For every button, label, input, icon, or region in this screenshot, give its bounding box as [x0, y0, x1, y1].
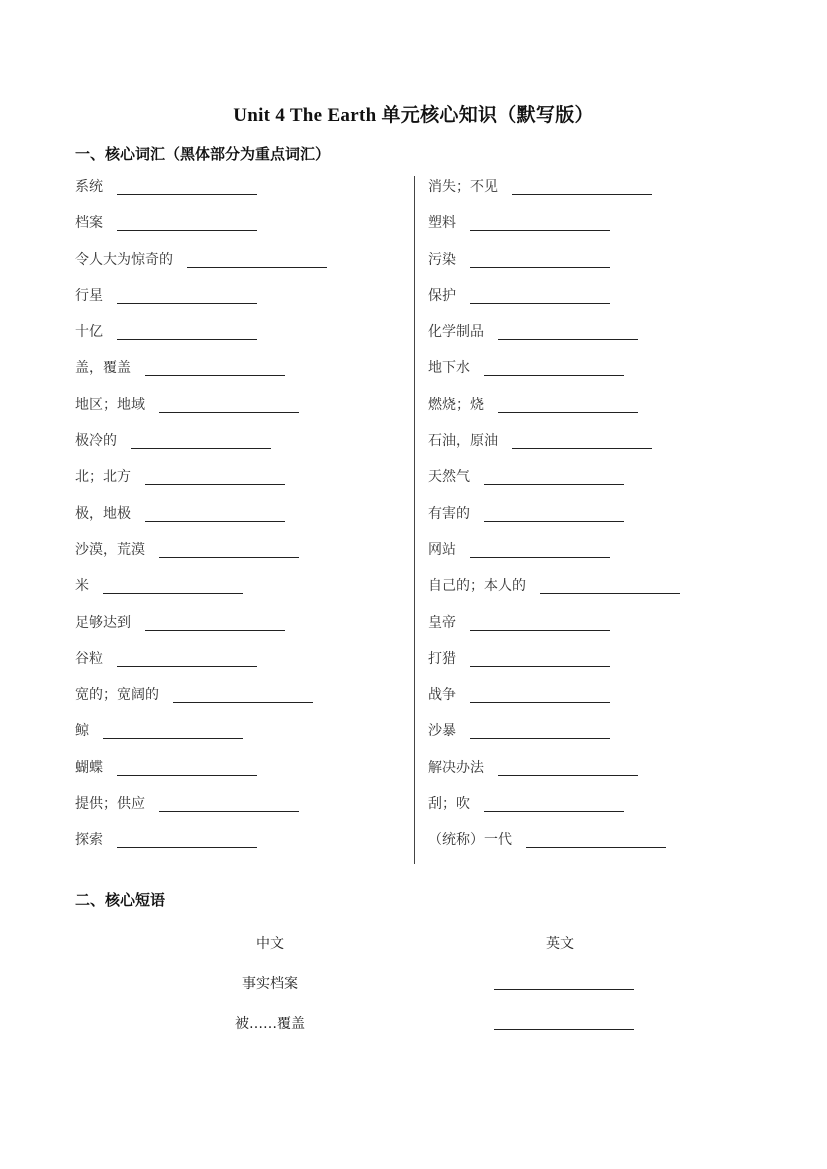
- phrase-header-row: [0, 931, 827, 971]
- vocab-label: 系统: [75, 179, 103, 195]
- answer-blank[interactable]: [484, 505, 624, 522]
- answer-blank[interactable]: [159, 795, 299, 812]
- answer-blank[interactable]: [117, 287, 257, 304]
- vocab-label: 北；北方: [75, 469, 131, 486]
- vocab-label: 蝴蝶: [75, 759, 103, 776]
- answer-blank[interactable]: [145, 505, 285, 522]
- vocab-row: [428, 468, 758, 504]
- phrase-chinese: 被……覆盖: [235, 1016, 305, 1032]
- vocab-row: [75, 577, 405, 613]
- vocab-row: [428, 505, 758, 541]
- vocab-row: [75, 214, 405, 250]
- vocab-row: [428, 650, 758, 686]
- answer-blank[interactable]: [187, 251, 327, 268]
- answer-blank[interactable]: [498, 396, 638, 413]
- vocab-label: 燃烧；烧: [428, 396, 484, 413]
- answer-blank[interactable]: [145, 468, 285, 485]
- answer-blank[interactable]: [484, 468, 624, 485]
- vocab-label: 鲸: [75, 723, 89, 740]
- vocab-label: 有害的: [428, 505, 470, 522]
- vocab-label: 令人大为惊奇的: [75, 251, 173, 268]
- vocab-label: 极，地极: [75, 505, 131, 522]
- vocab-label: 解决办法: [428, 759, 484, 776]
- answer-blank[interactable]: [470, 287, 610, 304]
- vocab-label: 沙暴: [428, 723, 456, 740]
- vocab-row: [428, 541, 758, 577]
- vocab-label: 宽的；宽阔的: [75, 687, 159, 704]
- page-title: Unit 4 The Earth 单元核心知识（默写版）: [233, 105, 594, 126]
- phrase-row: [0, 1011, 827, 1051]
- column-divider: [414, 176, 415, 864]
- vocab-row: [75, 650, 405, 686]
- vocab-label: 地区；地域: [75, 396, 145, 413]
- answer-blank[interactable]: [470, 541, 610, 558]
- vocab-row: [428, 614, 758, 650]
- answer-blank[interactable]: [540, 577, 680, 594]
- vocab-label: 天然气: [428, 469, 470, 486]
- vocab-row: [428, 432, 758, 468]
- answer-blank[interactable]: [131, 432, 271, 449]
- vocab-row: [428, 759, 758, 795]
- vocab-row: [428, 359, 758, 395]
- vocab-row: [75, 759, 405, 795]
- answer-blank[interactable]: [117, 650, 257, 667]
- vocab-row: [428, 577, 758, 613]
- vocab-row: [75, 178, 405, 214]
- phrase-table: [0, 931, 827, 1051]
- vocab-row: [75, 831, 405, 867]
- vocab-label: 战争: [428, 687, 456, 704]
- answer-blank[interactable]: [470, 614, 610, 631]
- vocab-label: 地下水: [428, 360, 470, 377]
- vocab-label: 保护: [428, 287, 456, 304]
- answer-blank[interactable]: [498, 759, 638, 776]
- vocab-row: [75, 396, 405, 432]
- answer-blank[interactable]: [117, 178, 257, 195]
- vocab-row: [428, 214, 758, 250]
- answer-blank[interactable]: [512, 178, 652, 195]
- vocab-row: [75, 795, 405, 831]
- vocab-row: [75, 287, 405, 323]
- answer-blank[interactable]: [484, 795, 624, 812]
- vocab-column-right: [428, 178, 758, 868]
- vocab-column-left: [75, 178, 405, 868]
- vocab-label: 皇帝: [428, 614, 456, 631]
- answer-blank[interactable]: [470, 251, 610, 268]
- vocab-row: [75, 323, 405, 359]
- answer-blank[interactable]: [494, 989, 634, 990]
- answer-blank[interactable]: [103, 577, 243, 594]
- vocab-row: [75, 541, 405, 577]
- vocab-label: 刮；吹: [428, 796, 470, 813]
- column-header-english: 英文: [546, 936, 574, 952]
- answer-blank[interactable]: [117, 323, 257, 340]
- vocab-row: [428, 396, 758, 432]
- vocab-row: [428, 178, 758, 214]
- vocab-label: 行星: [75, 287, 103, 304]
- answer-blank[interactable]: [470, 214, 610, 231]
- answer-blank[interactable]: [173, 686, 313, 703]
- phrase-chinese: 事实档案: [242, 976, 298, 992]
- answer-blank[interactable]: [117, 759, 257, 776]
- vocab-row: [75, 359, 405, 395]
- vocab-label: 极冷的: [75, 433, 117, 450]
- vocab-row: [428, 831, 758, 867]
- answer-blank[interactable]: [470, 722, 610, 739]
- answer-blank[interactable]: [145, 359, 285, 376]
- vocab-label: 化学制品: [428, 324, 484, 341]
- section-heading-phrases: 二、核心短语: [75, 891, 166, 909]
- section-heading-vocabulary: 一、核心词汇（黑体部分为重点词汇）: [75, 145, 331, 163]
- vocab-label: （统称）一代: [428, 832, 512, 849]
- vocab-label: 提供；供应: [75, 796, 145, 813]
- vocab-label: 米: [75, 578, 89, 595]
- vocab-label: 塑料: [428, 215, 456, 232]
- vocab-label: 盖，覆盖: [75, 360, 131, 377]
- vocab-label: 网站: [428, 541, 456, 558]
- vocab-row: [75, 686, 405, 722]
- vocab-label: 谷粒: [75, 650, 103, 667]
- vocab-label: 污染: [428, 251, 456, 268]
- vocab-row: [75, 468, 405, 504]
- vocab-row: [428, 686, 758, 722]
- answer-blank[interactable]: [470, 686, 610, 703]
- vocab-label: 消失；不见: [428, 179, 498, 195]
- vocab-row: [428, 251, 758, 287]
- phrase-row: [0, 971, 827, 1011]
- vocab-label: 探索: [75, 832, 103, 849]
- column-header-chinese: 中文: [256, 936, 284, 952]
- vocab-row: [75, 432, 405, 468]
- vocab-label: 档案: [75, 215, 103, 232]
- vocab-label: 足够达到: [75, 614, 131, 631]
- vocab-row: [428, 287, 758, 323]
- answer-blank[interactable]: [494, 1029, 634, 1030]
- vocab-row: [428, 323, 758, 359]
- vocab-row: [428, 722, 758, 758]
- answer-blank[interactable]: [117, 831, 257, 848]
- answer-blank[interactable]: [470, 650, 610, 667]
- answer-blank[interactable]: [526, 831, 666, 848]
- vocab-label: 十亿: [75, 324, 103, 341]
- vocab-row: [75, 722, 405, 758]
- vocab-row: [75, 251, 405, 287]
- vocab-label: 沙漠，荒漠: [75, 541, 145, 558]
- answer-blank[interactable]: [103, 722, 243, 739]
- answer-blank[interactable]: [498, 323, 638, 340]
- vocab-label: 打猎: [428, 650, 456, 667]
- answer-blank[interactable]: [484, 359, 624, 376]
- vocab-row: [75, 614, 405, 650]
- answer-blank[interactable]: [145, 614, 285, 631]
- vocab-label: 自己的；本人的: [428, 578, 526, 595]
- answer-blank[interactable]: [117, 214, 257, 231]
- answer-blank[interactable]: [512, 432, 652, 449]
- vocab-row: [75, 505, 405, 541]
- vocab-label: 石油，原油: [428, 433, 498, 450]
- vocab-row: [428, 795, 758, 831]
- answer-blank[interactable]: [159, 541, 299, 558]
- answer-blank[interactable]: [159, 396, 299, 413]
